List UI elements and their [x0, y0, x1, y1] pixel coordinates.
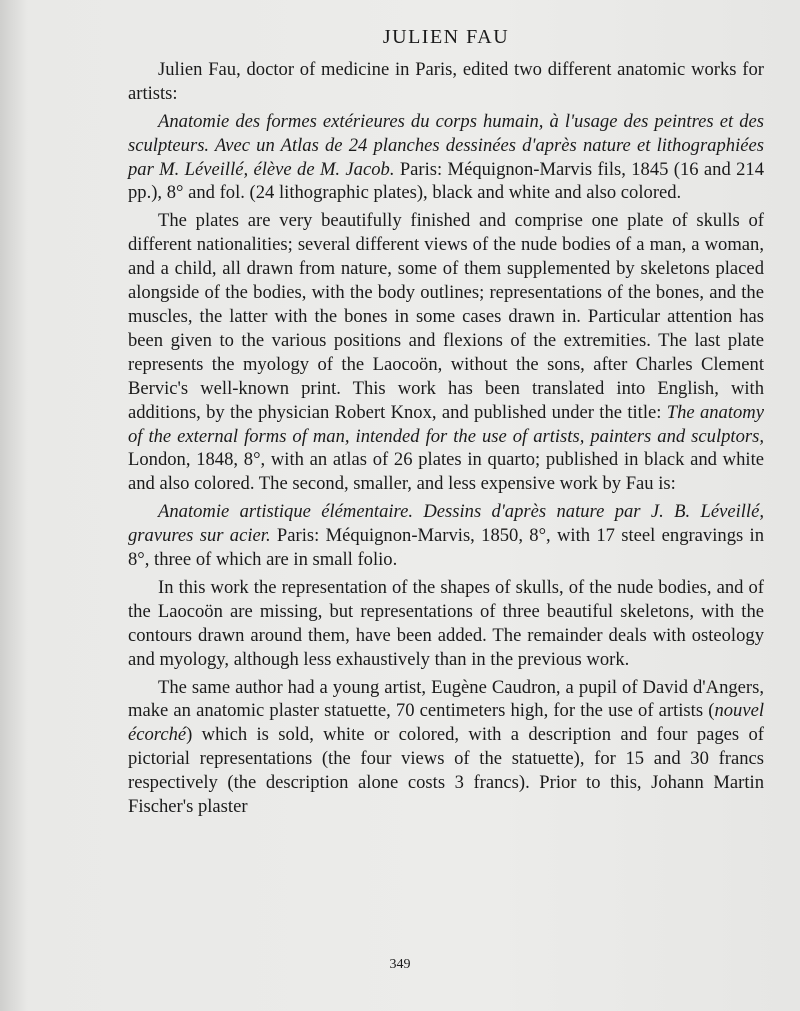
- second-work-text: In this work the representation of the shapes of skulls, of the nude bodies, and of the Laocoön are missing, but representations of three beautiful skeletons, with the contours drawn around them, have been added. The remainder deals with osteology and myology, although less exhaustively than in the previous work.: [128, 576, 764, 670]
- ecorche-term: nouvel écorché: [128, 700, 764, 746]
- plates-text-b: London, 1848, 8°, with an atlas of 26 plates in quarto; published in black and white and also colored. The second, smaller, and less expensive work by Fau is:: [128, 449, 764, 495]
- statuette-text-a: The same author had a young artist, Eugène Caudron, a pupil of David d'Angers, make an anatomic plaster statuette, 70 centimeters high, for the use of artists (: [128, 676, 764, 722]
- paragraph-intro: [128, 58, 764, 106]
- paragraph-second-work: [128, 576, 764, 672]
- english-title: The anatomy of the external forms of man, intended for the use of artists, painters and sculptors,: [128, 401, 764, 447]
- reference-publication-1: Paris: Méquignon-Marvis fils, 1845 (16 and 214 pp.), 8° and fol. (24 lithographic plates), black and white and also colored.: [128, 158, 764, 204]
- intro-text: Julien Fau, doctor of medicine in Paris, edited two different anatomic works for artists:: [128, 58, 764, 104]
- paragraph-plates: [128, 209, 764, 496]
- reference-title-2: Anatomie artistique élémentaire. Dessins d'après nature par J. B. Léveillé, gravures sur acier.: [128, 501, 764, 547]
- page-title: JULIEN FAU: [382, 26, 510, 48]
- page-body: [128, 26, 764, 823]
- paragraph-statuette: [128, 676, 764, 819]
- paragraph-reference-1: [128, 110, 764, 206]
- paragraph-reference-2: [128, 500, 764, 572]
- statuette-text-b: ) which is sold, white or colored, with a description and four pages of pictorial representations (the four views of the statuette), for 15 and 30 francs respectively (the description alone costs 3 francs). Prior to this, Johann Martin Fischer's plaster: [128, 724, 764, 818]
- reference-publication-2: Paris: Méquignon-Marvis, 1850, 8°, with 17 steel engravings in 8°, three of which are in small folio.: [128, 525, 764, 571]
- reference-title-1: Anatomie des formes extérieures du corps humain, à l'usage des peintres et des sculpteurs. Avec un Atlas de 24 planches dessinées d'après nature et lithographiées par M. Léveillé, élève de M. Jacob.: [128, 110, 764, 180]
- plates-text-a: The plates are very beautifully finished and comprise one plate of skulls of different nationalities; several different views of the nude bodies of a man, a woman, and a child, all drawn from nature, some of them supplemented by skeletons placed alongside of the bodies, with the body outlines; representations of the bones, and the muscles, the latter with the bones in some cases drawn in. Particular attention has been given to the various positions and flexions of the extremities. The last plate represents the myology of the Laocoön, without the sons, after Charles Clement Bervic's well-known print. This work has been translated into English, with additions, by the physician Robert Knox, and published under the title:: [128, 210, 764, 423]
- page-number: 349: [389, 957, 411, 972]
